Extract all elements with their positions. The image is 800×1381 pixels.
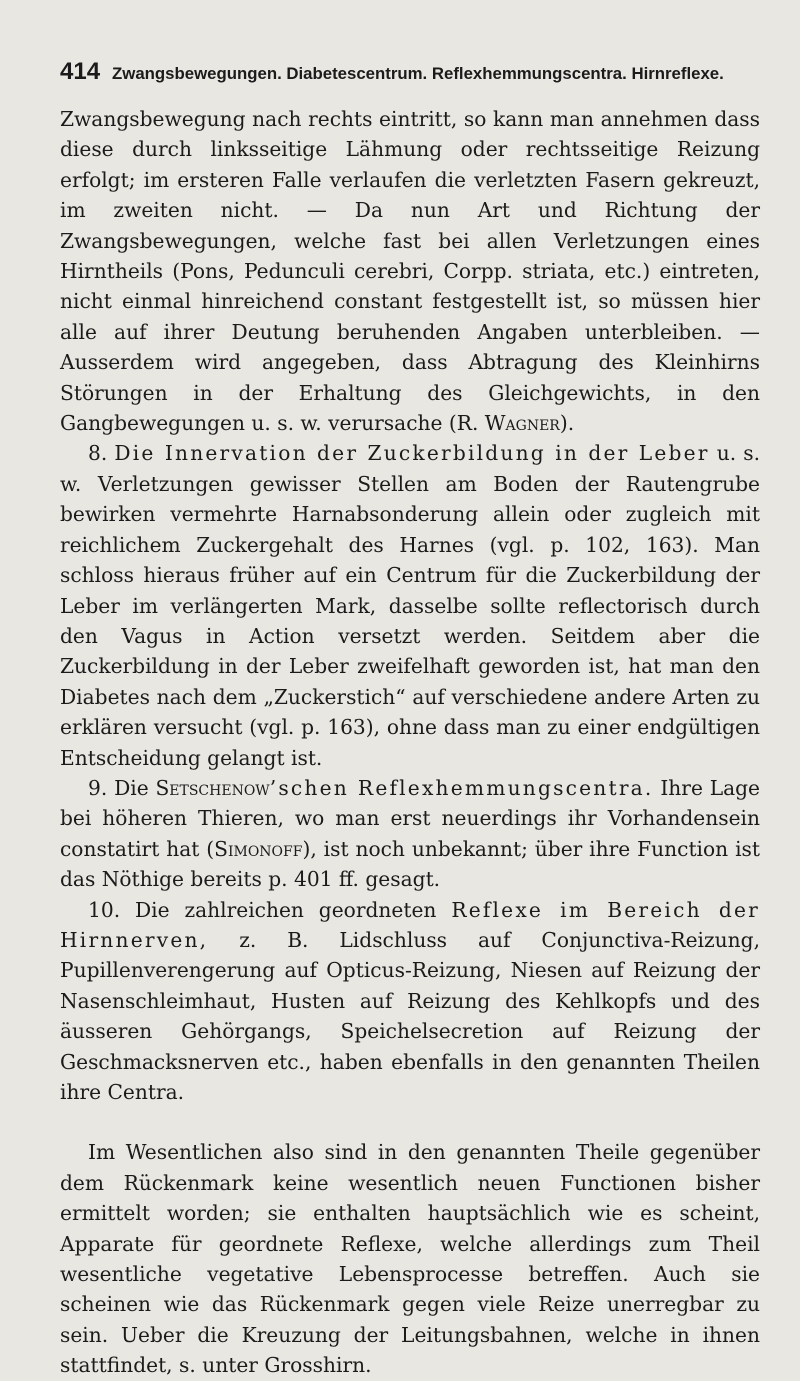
paragraph-text: ). [559, 411, 575, 436]
section-number: 10. [88, 897, 121, 922]
paragraph-8-zuckerbildung [60, 438, 760, 772]
section-number: 8. [88, 441, 108, 466]
paragraph-text: Zwangsbewegung nach rechts eintritt, so kann man annehmen dass diese durch linksseitige Lähmung oder rechtsseitige Reizung erfolgt; im ersteren Falle verlaufen die verletzten Fasern gekreuzt, im zweiten nicht. — Da nun Art und Richtung der Zwangsbewegungen, welche fast bei allen Verletzungen eines Hirntheils (Pons, Pedunculi cerebri, Corpp. striata, etc.) eintreten, nicht einmal hinreichend constant festgestellt ist, so müssen hier alle auf ihrer Deutung beruhenden Angaben unterbleiben. — Ausserdem wird angegeben, dass Abtragung des Kleinhirns Störungen in der Erhaltung des Gleichgewichts, in den Gangbewegungen u. s. w. verursache (R. [60, 107, 760, 436]
paragraph-text: z. B. Lidschluss auf Conjunctiva-Reizung, Pupillenverengerung auf Opticus-Reizung, Niesen auf Reizung der Nasenschleimhaut, Husten auf Reizung des Kehlkopfs und des äusseren Gehörgangs, Speichelsecretion auf Reizung der Geschmacksnerven etc., haben ebenfalls in den genannten Theilen ihre Centra. [60, 927, 760, 1104]
paragraph-zwangsbewegung [60, 104, 760, 438]
section-heading: ’schen Reflexhemmungscentra. [269, 775, 654, 800]
paragraph-10-hirnnerven-reflexe [60, 895, 760, 1108]
paragraph-summary [60, 1137, 760, 1380]
section-heading-prefix: Die [114, 775, 149, 800]
paragraph-text: Im Wesentlichen also sind in den genannten Theile gegenüber dem Rückenmark keine wesentlich neuen Functionen bisher ermittelt worden; sie enthalten hauptsächlich wie es scheint, Apparate für geordnete Reflexe, welche allerdings zum Theil wesentliche vegetative Lebensprocesse betreffen. Auch sie scheinen wie das Rückenmark gegen viele Reize unerregbar zu sein. Ueber die Kreuzung der Leitungsbahnen, welche in ihnen stattfindet, s. unter Grosshirn. [60, 1140, 760, 1378]
section-number: 9. [88, 775, 108, 800]
author-name: Wagner [484, 411, 560, 436]
section-heading: Reflexe im Bereich der Hirnnerven, [60, 897, 760, 952]
page-body [60, 104, 760, 1381]
paragraph-9-reflexhemmungscentra [60, 773, 760, 895]
author-name: Simonoff [214, 836, 303, 861]
section-heading: Die Innervation der Zuckerbildung in der Leber [114, 441, 710, 466]
paragraph-text: u. s. w. Verletzungen gewisser Stellen am Boden der Rautengrube bewirken vermehrte Harnabsonderung allein oder zugleich mit reichlichem Zuckergehalt des Harnes (vgl. p. 102, 163). Man schloss hieraus früher auf ein Centrum für die Zuckerbildung der Leber im verlängerten Mark, dasselbe sollte reflectorisch durch den Vagus in Action versetzt werden. Seitdem aber die Zuckerbildung in der Leber zweifelhaft geworden ist, hat man den Diabetes nach dem „Zuckerstich“ auf verschiedene andere Arten zu erklären versucht (vgl. p. 163), ohne dass man zu einer endgültigen Entscheidung gelangt ist. [60, 441, 760, 770]
running-title: Zwangsbewegungen. Diabetescentrum. Reflexhemmungscentra. Hirnreflexe. [112, 64, 724, 83]
section-heading-prefix: Die zahlreichen geordneten [135, 897, 437, 922]
author-name: Setschenow [155, 775, 270, 800]
paragraph-text: ), ist noch unbekannt; über ihre Function ist das Nöthige bereits p. 401 ff. gesagt. [60, 836, 760, 892]
paragraph-text: Ihre Lage bei höheren Thieren, wo man erst neuerdings ihr Vorhandensein constatirt hat ( [60, 775, 761, 861]
page-number: 414 [60, 58, 101, 85]
page-header [60, 58, 760, 92]
